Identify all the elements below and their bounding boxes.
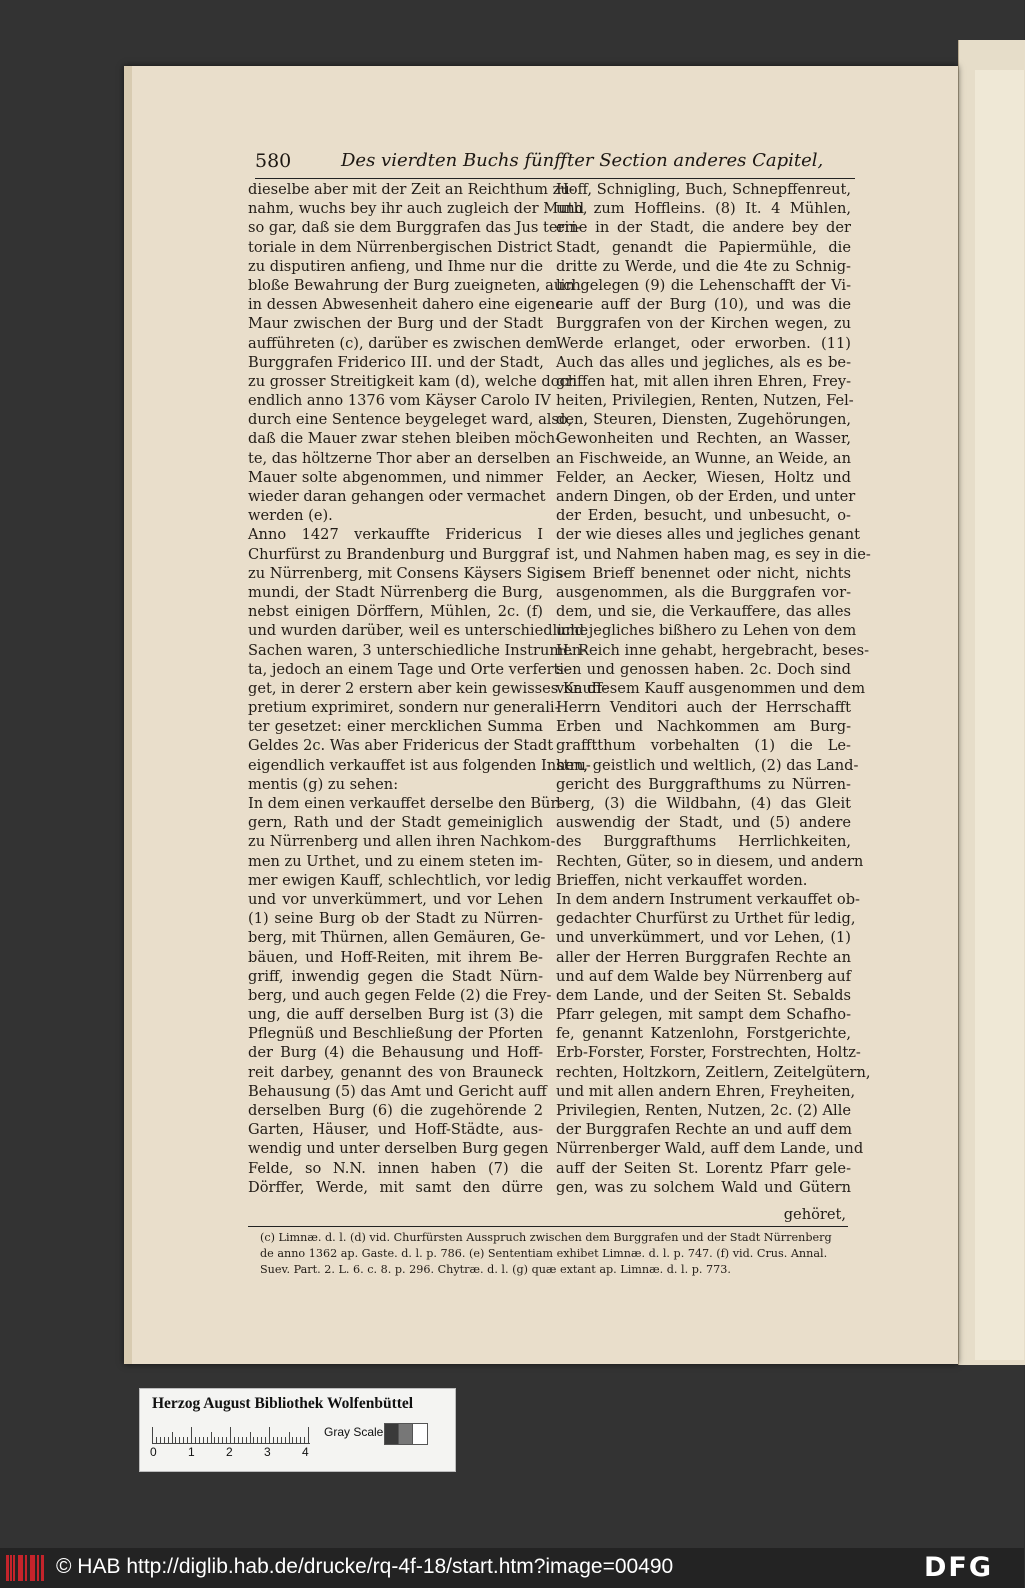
text-line: mundi, der Stadt Nürrenberg die Burg, bbox=[248, 583, 543, 601]
footnote-rule bbox=[248, 1226, 848, 1227]
text-line: Erb-Forster, Forster, Forstrechten, Holtz- bbox=[556, 1044, 861, 1062]
text-line: Hoff, Schnigling, Buch, Schnepffenreut, bbox=[556, 181, 851, 198]
text-line: ta, jedoch an einem Tage und Orte verferti- bbox=[248, 660, 570, 678]
text-line: gen, was zu solchem Wald und Gütern bbox=[556, 1178, 851, 1196]
text-line: dritte zu Werde, und die 4te zu Schnig- bbox=[556, 257, 851, 275]
text-line: toriale in dem Nürrenbergischen District bbox=[248, 238, 553, 256]
ruler-number: 4 bbox=[302, 1445, 309, 1459]
text-line: Pfarr gelegen, mit sampt dem Schafho- bbox=[556, 1006, 851, 1024]
text-line: Nürrenberger Wald, auff dem Lande, und bbox=[556, 1140, 864, 1158]
text-line: Burggrafen von der Kirchen wegen, zu bbox=[556, 315, 851, 333]
text-line: nahm, wuchs bey ihr auch zugleich der Muth, bbox=[248, 200, 588, 218]
text-line: Garten, Häuser, und Hoff-Städte, aus- bbox=[248, 1121, 543, 1139]
text-line: Churfürst zu Brandenburg und Burggraf bbox=[248, 545, 549, 563]
text-line: bloße Bewahrung der Burg zueigneten, auch bbox=[248, 276, 581, 294]
text-line: griffen hat, mit allen ihren Ehren, Frey- bbox=[556, 372, 851, 390]
footnote-line: (c) Limnæ. d. l. (d) vid. Churfürsten Ausspruch zwischen dem Burggrafen und der Stadt Nürrenberg bbox=[260, 1231, 832, 1244]
text-line: und auf dem Walde bey Nürrenberg auf bbox=[556, 967, 851, 985]
text-line: daß die Mauer zwar stehen bleiben möch- bbox=[248, 430, 561, 448]
text-line: pretium exprimiret, sondern nur generali- bbox=[248, 699, 560, 717]
text-line: Burggrafen Friderico III. und der Stadt, bbox=[248, 353, 544, 371]
text-line: sen und genossen haben. 2c. Doch sind bbox=[556, 660, 851, 678]
text-line: berg, und auch gegen Felde (2) die Frey- bbox=[248, 986, 552, 1004]
text-line: ausgenommen, als die Burggrafen vor- bbox=[556, 583, 851, 601]
text-line: H. Reich inne gehabt, hergebracht, beses- bbox=[556, 641, 870, 659]
text-line: Felde, so N.N. innen haben (7) die bbox=[248, 1159, 543, 1177]
footnotes bbox=[260, 1230, 850, 1278]
text-line: heiten, Privilegien, Renten, Nutzen, Fel- bbox=[556, 392, 854, 410]
text-line: (1) seine Burg ob der Stadt zu Nürren- bbox=[248, 910, 543, 928]
text-line: Sachen waren, 3 unterschiedliche Instrumen- bbox=[248, 641, 587, 659]
text-line: dieselbe aber mit der Zeit an Reichthum zu- bbox=[248, 181, 575, 198]
text-line: zu Nürrenberg, mit Consens Käysers Sigis- bbox=[248, 564, 568, 582]
text-line: Felder, an Aecker, Wiesen, Holtz und bbox=[556, 468, 851, 486]
text-line: Stadt, genandt die Papiermühle, die bbox=[556, 238, 851, 256]
text-line: grafftthum vorbehalten (1) die Le- bbox=[556, 737, 851, 755]
ruler-number: 3 bbox=[264, 1445, 271, 1459]
text-line: und mit allen andern Ehren, Freyheiten, bbox=[556, 1082, 856, 1100]
text-line: carie auff der Burg (10), und was die bbox=[556, 296, 851, 314]
text-line: werden (e). bbox=[248, 507, 333, 525]
text-line: in dessen Abwesenheit dahero eine eigene bbox=[248, 296, 564, 314]
text-line: ter gesetzet: einer mercklichen Summa bbox=[248, 718, 543, 736]
text-line: Erben und Nachkommen am Burg- bbox=[556, 718, 851, 736]
text-line: endlich anno 1376 vom Käyser Carolo IV bbox=[248, 392, 551, 410]
copyright-url[interactable]: © HAB http://diglib.hab.de/drucke/rq-4f-18/start.htm?image=00490 bbox=[56, 1555, 674, 1578]
text-line: fe, genannt Katzenlohn, Forstgerichte, bbox=[556, 1025, 851, 1043]
right-text-column bbox=[556, 180, 871, 1197]
text-line: bäuen, und Hoff-Reiten, mit ihrem Be- bbox=[248, 948, 543, 966]
text-line: Anno 1427 verkauffte Fridericus I bbox=[248, 526, 543, 544]
text-line: zu Nürrenberg und allen ihren Nachkom- bbox=[248, 833, 556, 851]
text-line: sem Brieff benennet oder nicht, nichts bbox=[556, 564, 851, 582]
text-line: Mauer solte abgenommen, und nimmer bbox=[248, 468, 543, 486]
text-line: des Burggrafthums Herrlichkeiten, bbox=[556, 833, 851, 851]
text-line: Brieffen, nicht verkauffet worden. bbox=[556, 871, 808, 889]
page-binding-shadow bbox=[124, 66, 132, 1364]
text-line: griff, inwendig gegen die Stadt Nürn- bbox=[248, 967, 543, 985]
text-line: Privilegien, Renten, Nutzen, 2c. (2) Alle bbox=[556, 1102, 851, 1119]
text-line: Geldes 2c. Was aber Fridericus der Stadt bbox=[248, 737, 554, 755]
text-line: eigendlich verkauffet ist aus folgenden Instru- bbox=[248, 756, 591, 774]
ruler-number: 2 bbox=[226, 1445, 233, 1459]
text-line: durch eine Sentence beygeleget ward, also, bbox=[248, 411, 573, 429]
scale-ruler bbox=[152, 1425, 310, 1444]
text-line: auswendig der Stadt, und (5) andere bbox=[556, 814, 851, 832]
text-line: Behausung (5) das Amt und Gericht auff bbox=[248, 1082, 547, 1100]
text-line: In dem einen verkauffet derselbe den Bür- bbox=[248, 795, 563, 812]
running-head: Des vierdten Buchs fünffter Section anderes Capitel, bbox=[341, 150, 824, 171]
left-text-column bbox=[248, 180, 607, 1197]
text-line: dem Lande, und der Seiten St. Sebalds bbox=[556, 986, 851, 1004]
text-line: der wie dieses alles und jegliches genant bbox=[556, 526, 861, 544]
text-line: gericht des Burggrafthums zu Nürren- bbox=[556, 775, 851, 793]
ruler-number: 0 bbox=[150, 1445, 157, 1459]
text-line: Rechten, Güter, so in diesem, und andern bbox=[556, 852, 864, 870]
text-line: dem, und sie, die Verkauffere, das alles bbox=[556, 603, 851, 621]
text-line: reit darbey, genannt des von Brauneck bbox=[248, 1063, 543, 1081]
text-line: wieder daran gehangen oder vermachet bbox=[248, 488, 546, 505]
text-line: mer ewigen Kauff, schlechtlich, vor ledig bbox=[248, 871, 552, 889]
text-line: eine in der Stadt, die andere bey der bbox=[556, 219, 851, 237]
text-line: gern, Rath und der Stadt gemeiniglich bbox=[248, 814, 543, 832]
text-line: der Burggrafen Rechte an und auff dem bbox=[556, 1121, 852, 1139]
text-line: auff der Seiten St. Lorentz Pfarr gele- bbox=[556, 1159, 851, 1177]
text-line: berg, (3) die Wildbahn, (4) das Gleit bbox=[556, 795, 851, 812]
barcode-logo bbox=[6, 1555, 46, 1581]
text-line: der Erden, besucht, und unbesucht, o- bbox=[556, 507, 851, 525]
text-line: Pflegnüß und Beschließung der Pforten bbox=[248, 1025, 543, 1043]
adjacent-page-edge-inner bbox=[975, 70, 1024, 1360]
text-line: Werde erlanget, oder erworben. (11) bbox=[556, 334, 851, 352]
page-header bbox=[255, 148, 855, 179]
text-line: so gar, daß sie dem Burggrafen das Jus terri- bbox=[248, 219, 582, 237]
text-line: aller der Herren Burggrafen Rechte an bbox=[556, 948, 851, 966]
text-line: Auch das alles und jegliches, als es be- bbox=[556, 353, 851, 371]
footnote-line: de anno 1362 ap. Gaste. d. l. p. 786. (e) Sententiam exhibet Limnæ. d. l. p. 747. (f) vid. Crus. Annal. bbox=[260, 1247, 828, 1260]
text-line: und jegliches bißhero zu Lehen von dem bbox=[556, 622, 857, 640]
text-line: te, das höltzerne Thor aber an derselben bbox=[248, 449, 551, 467]
text-line: aufführeten (c), darüber es zwischen dem bbox=[248, 334, 558, 352]
catchword: gehöret, bbox=[783, 1206, 846, 1223]
dfg-logo: DFG bbox=[924, 1552, 994, 1583]
text-line: der Burg (4) die Behausung und Hoff- bbox=[248, 1044, 543, 1062]
text-line: und vor unverkümmert, und vor Lehen bbox=[248, 890, 543, 908]
institution-name: Herzog August Bibliothek Wolfenbüttel bbox=[152, 1395, 414, 1412]
text-line: und wurden darüber, weil es unterschiedliche bbox=[248, 622, 589, 640]
text-line: mentis (g) zu sehen: bbox=[248, 775, 399, 793]
text-line: von diesem Kauff ausgenommen und dem bbox=[556, 679, 866, 697]
footnote-line: Suev. Part. 2. L. 6. c. 8. p. 296. Chytræ. d. l. (g) quæ extant ap. Limnæ. d. l. p. 773. bbox=[260, 1263, 731, 1276]
text-line: zu disputiren anfieng, und Ihme nur die bbox=[248, 257, 543, 275]
footer-bar bbox=[0, 1548, 1024, 1588]
text-line: ung, die auff derselben Burg ist (3) die bbox=[248, 1006, 543, 1024]
text-line: berg, mit Thürnen, allen Gemäuren, Ge- bbox=[248, 929, 546, 947]
text-line: ist, und Nahmen haben mag, es sey in die- bbox=[556, 545, 871, 563]
text-line: men zu Urthet, und zu einem steten im- bbox=[248, 852, 543, 870]
text-line: rechten, Holtzkorn, Zeitlern, Zeitelgütern, bbox=[556, 1063, 871, 1081]
text-line: Maur zwischen der Burg und der Stadt bbox=[248, 315, 543, 333]
text-line: get, in derer 2 erstern aber kein gewisses Kauff- bbox=[248, 679, 607, 697]
text-line: den, Steuren, Diensten, Zugehörungen, bbox=[556, 411, 851, 429]
gray-patch-light bbox=[412, 1423, 428, 1445]
text-line: Dörffer, Werde, mit samt den dürre bbox=[248, 1178, 543, 1196]
text-line: an Fischweide, an Wunne, an Weide, an bbox=[556, 449, 851, 467]
text-line: derselben Burg (6) die zugehörende 2 bbox=[248, 1102, 543, 1119]
text-line: nebst einigen Dörffern, Mühlen, 2c. (f) bbox=[248, 603, 543, 621]
text-line: Herrn Venditori auch der Herrschafft bbox=[556, 699, 851, 717]
text-line: und unverkümmert, und vor Lehen, (1) bbox=[556, 929, 851, 947]
text-line: andern Dingen, ob der Erden, und unter bbox=[556, 488, 856, 505]
text-line: In dem andern Instrument verkauffet ob- bbox=[556, 890, 860, 908]
text-line: lin gelegen (9) die Lehenschafft der Vi- bbox=[556, 276, 851, 294]
text-line: zu grosser Streitigkeit kam (d), welche doch bbox=[248, 372, 578, 390]
text-line: und zum Hoffleins. (8) It. 4 Mühlen, bbox=[556, 200, 851, 218]
text-line: gedachter Churfürst zu Urthet für ledig, bbox=[556, 910, 856, 928]
text-line: hen, geistlich und weltlich, (2) das Land- bbox=[556, 756, 859, 774]
page-number: 580 bbox=[255, 150, 292, 172]
gray-scale-label: Gray Scale bbox=[324, 1425, 384, 1439]
color-target-card bbox=[139, 1388, 456, 1472]
ruler-number: 1 bbox=[188, 1445, 195, 1459]
text-line: wendig und unter derselben Burg gegen bbox=[248, 1140, 549, 1158]
text-line: Gewonheiten und Rechten, an Wasser, bbox=[556, 430, 851, 448]
